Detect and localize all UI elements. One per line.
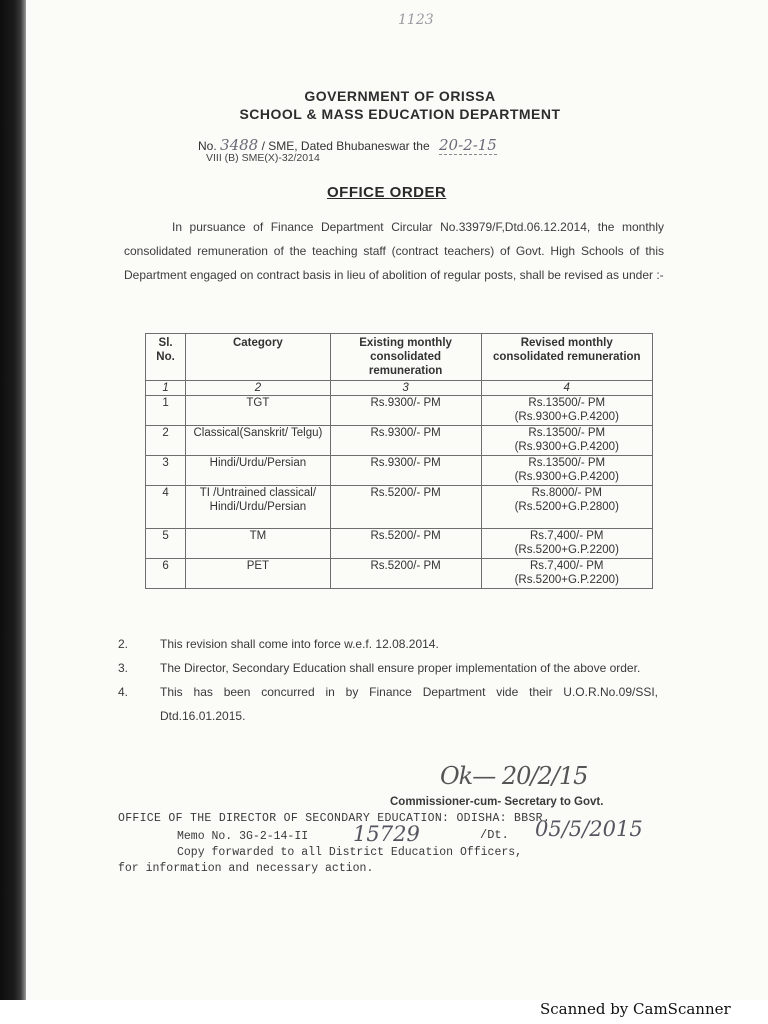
endorsement-dt-label: /Dt. bbox=[480, 828, 509, 842]
cell-sl: 6 bbox=[146, 559, 186, 589]
cell-category: PET bbox=[186, 559, 331, 589]
revised-breakup: (Rs.5200+G.P.2200) bbox=[514, 544, 619, 556]
table-row bbox=[146, 486, 653, 529]
office-order-title: OFFICE ORDER bbox=[327, 184, 447, 201]
cell-category: TI /Untrained classical/ Hindi/Urdu/Persian bbox=[186, 486, 331, 529]
scanner-watermark: Scanned by CamScanner bbox=[540, 1000, 731, 1018]
header-government: GOVERNMENT OF ORISSA bbox=[304, 88, 496, 104]
list-item bbox=[118, 632, 658, 656]
cell-revised bbox=[481, 486, 652, 529]
col-num-4: 4 bbox=[481, 381, 652, 396]
cell-revised bbox=[481, 559, 652, 589]
table-row bbox=[146, 456, 653, 486]
revised-amount: Rs.7,400/- PM bbox=[530, 560, 604, 572]
cell-sl: 3 bbox=[146, 456, 186, 486]
cell-sl: 2 bbox=[146, 426, 186, 456]
cell-revised bbox=[481, 396, 652, 426]
revised-breakup: (Rs.9300+G.P.4200) bbox=[514, 411, 619, 423]
revised-amount: Rs.13500/- PM bbox=[528, 397, 606, 409]
point-number: 4. bbox=[118, 685, 129, 699]
handwritten-top-note: 1123 bbox=[398, 12, 434, 28]
table-row bbox=[146, 529, 653, 559]
table-row bbox=[146, 396, 653, 426]
revised-breakup: (Rs.5200+G.P.2800) bbox=[514, 501, 619, 513]
ref-date: 20-2-15 bbox=[439, 136, 497, 154]
revised-amount: Rs.13500/- PM bbox=[528, 457, 606, 469]
cell-category: TGT bbox=[186, 396, 331, 426]
revised-breakup: (Rs.5200+G.P.2200) bbox=[514, 574, 619, 586]
signatory-designation: Commissioner-cum- Secretary to Govt. bbox=[390, 796, 604, 808]
revised-amount: Rs.7,400/- PM bbox=[530, 530, 604, 542]
file-number: VIII (B) SME(X)-32/2014 bbox=[206, 152, 320, 164]
cell-existing: Rs.9300/- PM bbox=[330, 456, 481, 486]
table-header-row bbox=[146, 334, 653, 381]
point-number: 2. bbox=[118, 637, 129, 651]
endorsement-memo-date: 05/5/2015 bbox=[535, 817, 643, 841]
point-text: This has been concurred in by Finance Department vide their U.O.R.No.09/SSI, Dtd.16.01.2015. bbox=[160, 685, 658, 723]
cell-sl: 5 bbox=[146, 529, 186, 559]
point-text: The Director, Secondary Education shall ensure proper implementation of the above order. bbox=[160, 661, 641, 675]
ref-prefix: No. bbox=[198, 139, 217, 153]
cell-category: Classical(Sanskrit/ Telgu) bbox=[186, 426, 331, 456]
order-points bbox=[118, 632, 658, 728]
endorsement-copy-line: Copy forwarded to all District Education Officers, bbox=[177, 846, 523, 859]
cell-existing: Rs.5200/- PM bbox=[330, 559, 481, 589]
revised-breakup: (Rs.9300+G.P.4200) bbox=[514, 471, 619, 483]
cell-category: TM bbox=[186, 529, 331, 559]
scan-binding-edge bbox=[0, 0, 26, 1000]
revised-amount: Rs.8000/- PM bbox=[531, 487, 602, 499]
cell-revised bbox=[481, 426, 652, 456]
cell-revised bbox=[481, 529, 652, 559]
col-num-3: 3 bbox=[330, 381, 481, 396]
table-column-number-row bbox=[146, 381, 653, 396]
table-row bbox=[146, 426, 653, 456]
revised-amount: Rs.13500/- PM bbox=[528, 427, 606, 439]
cell-existing: Rs.5200/- PM bbox=[330, 529, 481, 559]
cell-category: Hindi/Urdu/Persian bbox=[186, 456, 331, 486]
ref-middle: / SME, Dated Bhubaneswar the bbox=[261, 139, 430, 153]
col-num-2: 2 bbox=[186, 381, 331, 396]
endorsement-memo-prefix: Memo No. 3G-2-14-II bbox=[177, 830, 309, 843]
endorsement-info-line: for information and necessary action. bbox=[118, 862, 374, 875]
cell-existing: Rs.5200/- PM bbox=[330, 486, 481, 529]
revised-breakup: (Rs.9300+G.P.4200) bbox=[514, 441, 619, 453]
table-row bbox=[146, 559, 653, 589]
ref-number: 3488 bbox=[220, 136, 259, 154]
point-text: This revision shall come into force w.e.f. 12.08.2014. bbox=[160, 637, 439, 651]
header-department: SCHOOL & MASS EDUCATION DEPARTMENT bbox=[239, 106, 561, 122]
point-number: 3. bbox=[118, 661, 129, 675]
list-item bbox=[118, 656, 658, 680]
cell-sl: 1 bbox=[146, 396, 186, 426]
remuneration-table bbox=[145, 333, 653, 589]
cell-existing: Rs.9300/- PM bbox=[330, 396, 481, 426]
scanner-footer bbox=[0, 1000, 768, 1024]
th-category: Category bbox=[186, 334, 331, 381]
th-sl-no: Sl. No. bbox=[146, 334, 186, 381]
th-revised: Revised monthly consolidated remuneration bbox=[481, 334, 652, 381]
endorsement-memo-number: 15729 bbox=[353, 822, 420, 846]
endorsement-office-line: OFFICE OF THE DIRECTOR OF SECONDARY EDUCATION: ODISHA: BBSR. bbox=[118, 812, 551, 825]
th-existing: Existing monthly consolidated remuneration bbox=[330, 334, 481, 381]
cell-revised bbox=[481, 456, 652, 486]
list-item bbox=[118, 680, 658, 728]
signature-scrawl: Ok— 20/2/15 bbox=[440, 762, 588, 790]
intro-paragraph: In pursuance of Finance Department Circular No.33979/F,Dtd.06.12.2014, the monthly consolidated remuneration of the teaching staff (contract teachers) of Govt. High Schools of this Department engaged on contract basis in lieu of abolition of regular posts, shall be revised as under :- bbox=[124, 220, 664, 282]
cell-existing: Rs.9300/- PM bbox=[330, 426, 481, 456]
col-num-1: 1 bbox=[146, 381, 186, 396]
cell-sl: 4 bbox=[146, 486, 186, 529]
